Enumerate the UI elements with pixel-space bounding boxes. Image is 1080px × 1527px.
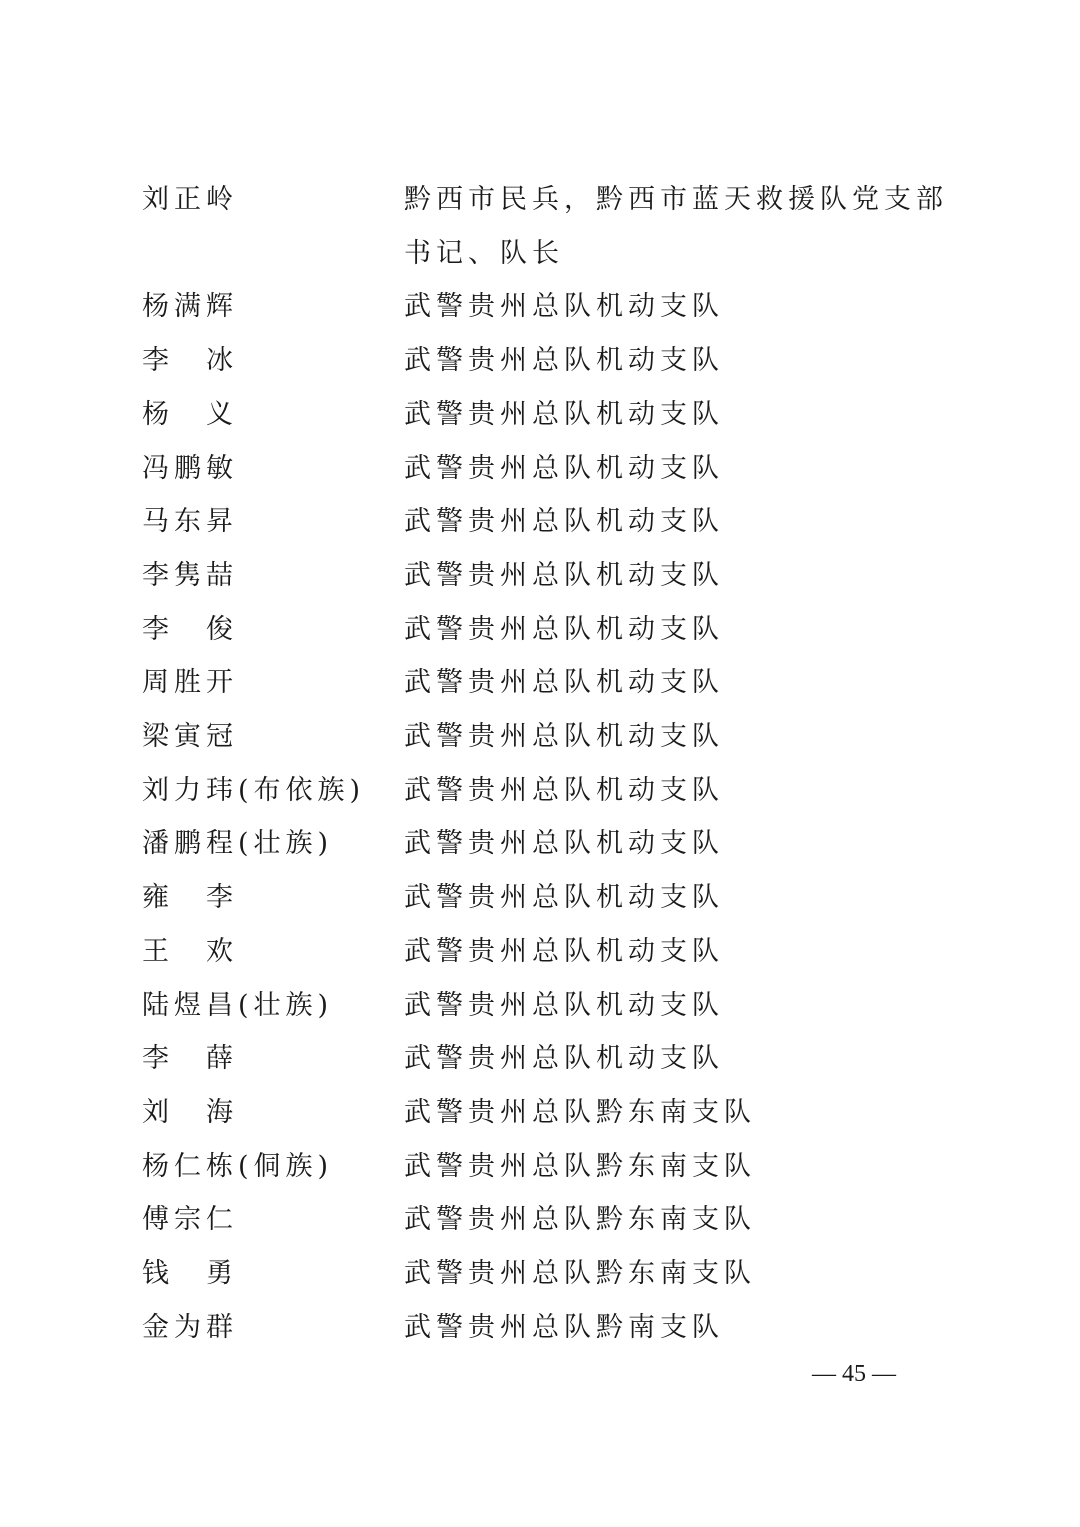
- list-item: [142, 817, 962, 871]
- person-name: 冯鹏敏: [142, 452, 238, 484]
- person-unit: 武警贵州总队机动支队: [404, 506, 724, 538]
- person-name: 陆煜昌(壮族): [142, 989, 334, 1021]
- person-name: 金为群: [142, 1311, 238, 1343]
- person-name: 李 薛: [142, 1043, 238, 1075]
- list-item: [142, 442, 962, 496]
- person-name: 周胜开: [142, 667, 238, 699]
- person-name: 王 欢: [142, 935, 238, 967]
- list-item: [142, 710, 962, 764]
- honoree-list: [142, 173, 962, 1354]
- person-unit: 武警贵州总队机动支队: [404, 882, 724, 914]
- list-item: [142, 603, 962, 657]
- list-item: [142, 1193, 962, 1247]
- person-unit: 武警贵州总队机动支队: [404, 721, 724, 753]
- person-name: 刘力玮(布依族): [142, 774, 366, 806]
- person-name: 雍 李: [142, 882, 238, 914]
- list-item: [142, 979, 962, 1033]
- list-item: [142, 388, 962, 442]
- person-unit: 武警贵州总队黔南支队: [404, 1311, 724, 1343]
- person-name: 傅宗仁: [142, 1204, 238, 1236]
- person-name: 李 冰: [142, 345, 238, 377]
- list-item: [142, 1032, 962, 1086]
- list-item: [142, 173, 962, 280]
- person-name: 杨满辉: [142, 291, 238, 323]
- list-item: [142, 871, 962, 925]
- list-item: [142, 334, 962, 388]
- person-name: 杨仁栋(侗族): [142, 1150, 334, 1182]
- person-unit: 武警贵州总队机动支队: [404, 613, 724, 645]
- list-item: [142, 495, 962, 549]
- person-unit: 武警贵州总队黔东南支队: [404, 1096, 756, 1128]
- person-unit: 武警贵州总队机动支队: [404, 828, 724, 860]
- list-item: [142, 1086, 962, 1140]
- list-item: [142, 925, 962, 979]
- person-unit: 黔西市民兵，黔西市蓝天救援队党支部书记、队长: [404, 184, 948, 269]
- person-name: 李隽喆: [142, 559, 238, 591]
- person-unit: 武警贵州总队机动支队: [404, 667, 724, 699]
- person-unit: 武警贵州总队机动支队: [404, 291, 724, 323]
- list-item: [142, 1301, 962, 1355]
- person-name: 钱 勇: [142, 1258, 238, 1290]
- person-name: 李 俊: [142, 613, 238, 645]
- person-name: 刘正岭: [142, 184, 238, 215]
- person-unit: 武警贵州总队机动支队: [404, 774, 724, 806]
- page-number: — 45 —: [812, 1361, 896, 1387]
- list-item: [142, 280, 962, 334]
- person-unit: 武警贵州总队机动支队: [404, 398, 724, 430]
- list-item: [142, 1247, 962, 1301]
- list-item: [142, 656, 962, 710]
- person-unit: 武警贵州总队黔东南支队: [404, 1258, 756, 1290]
- person-unit: 武警贵州总队机动支队: [404, 452, 724, 484]
- person-unit: 武警贵州总队机动支队: [404, 345, 724, 377]
- person-unit: 武警贵州总队机动支队: [404, 559, 724, 591]
- person-unit: 武警贵州总队机动支队: [404, 935, 724, 967]
- list-item: [142, 1140, 962, 1194]
- person-unit: 武警贵州总队黔东南支队: [404, 1204, 756, 1236]
- person-name: 刘 海: [142, 1096, 238, 1128]
- list-item: [142, 549, 962, 603]
- person-name: 杨 义: [142, 398, 238, 430]
- person-unit: 武警贵州总队机动支队: [404, 989, 724, 1021]
- person-unit: 武警贵州总队黔东南支队: [404, 1150, 756, 1182]
- person-name: 马东昇: [142, 506, 238, 538]
- list-item: [142, 764, 962, 818]
- person-unit: 武警贵州总队机动支队: [404, 1043, 724, 1075]
- person-name: 梁寅冠: [142, 721, 238, 753]
- person-name: 潘鹏程(壮族): [142, 828, 334, 860]
